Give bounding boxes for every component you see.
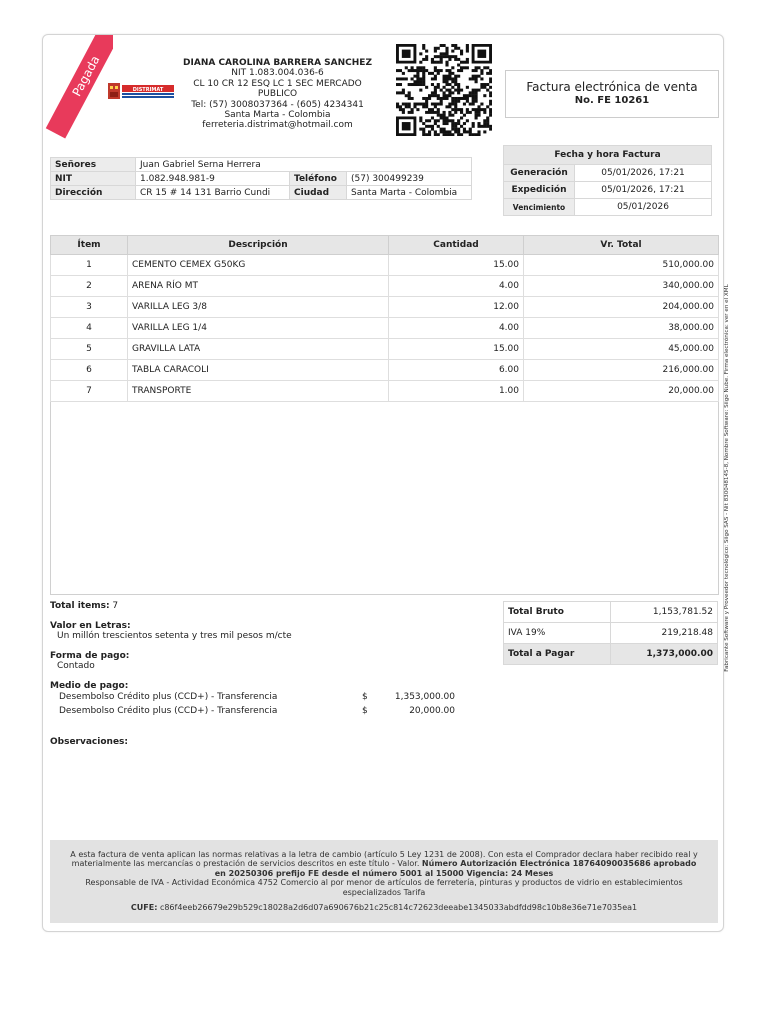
- payment-amount: 20,000.00: [409, 706, 455, 716]
- item-number: 6: [51, 360, 128, 381]
- item-description: TRANSPORTE: [128, 381, 389, 402]
- items-table: [50, 235, 719, 402]
- item-qty: 15.00: [389, 339, 524, 360]
- item-qty: 4.00: [389, 318, 524, 339]
- letters-value: Un millón trescientos setenta y tres mil pesos m/cte: [57, 631, 292, 641]
- legal-text: A esta factura de venta aplican las normas relativas a la letra de cambio (artículo 5 Ley 1231 de 2008). Con esta el Comprador declara haber recibido real y materialmente las mercancías o prestación de servicios descritos en este título - Valor.: [70, 850, 698, 869]
- total-items-value: 7: [112, 601, 119, 611]
- item-qty: 12.00: [389, 297, 524, 318]
- item-qty: 1.00: [389, 381, 524, 402]
- issue-label: Expedición: [504, 182, 575, 199]
- paid-ribbon-label: Pagada: [46, 35, 113, 139]
- col-item: Ítem: [51, 236, 128, 255]
- issuer-name: DIANA CAROLINA BARRERA SANCHEZ: [183, 58, 372, 68]
- activity-text: Responsable de IVA - Actividad Económica 4752 Comercio al por menor de artículos de ferretería, pinturas y productos de vidrio en establecimientos especializados Tarifa: [85, 878, 683, 897]
- payment-currency: $: [362, 706, 368, 716]
- item-total: 510,000.00: [524, 255, 719, 276]
- client-city-label: Ciudad: [290, 186, 347, 200]
- item-total: 45,000.00: [524, 339, 719, 360]
- client-table: [50, 157, 472, 200]
- payment-amount: 1,353,000.00: [394, 692, 455, 702]
- table-row: [51, 318, 719, 339]
- table-row: [51, 360, 719, 381]
- svg-text:DISTRIMAT: DISTRIMAT: [132, 87, 164, 93]
- observations-label: Observaciones:: [50, 737, 129, 747]
- client-nit-label: NIT: [51, 172, 136, 186]
- item-total: 340,000.00: [524, 276, 719, 297]
- total-items-line: [50, 601, 118, 611]
- payment-form-value: Contado: [57, 661, 95, 671]
- col-total: Vr. Total: [524, 236, 719, 255]
- legal-footer: [50, 840, 718, 923]
- item-total: 216,000.00: [524, 360, 719, 381]
- generation-label: Generación: [504, 165, 575, 182]
- table-row: [51, 381, 719, 402]
- qr-code: [396, 44, 492, 136]
- total-pay-value: 1,373,000.00: [611, 644, 718, 665]
- item-number: 5: [51, 339, 128, 360]
- col-qty: Cantidad: [389, 236, 524, 255]
- item-number: 1: [51, 255, 128, 276]
- col-description: Descripción: [128, 236, 389, 255]
- invoice-type: Factura electrónica de venta: [526, 80, 698, 94]
- payment-method-label: Medio de pago:: [50, 681, 129, 691]
- item-number: 2: [51, 276, 128, 297]
- gross-value: 1,153,781.52: [611, 602, 718, 623]
- generation-date: 05/01/2026, 17:21: [575, 165, 712, 182]
- item-description: CEMENTO CEMEX G50KG: [128, 255, 389, 276]
- dates-table: [503, 145, 712, 216]
- company-logo: [108, 82, 174, 100]
- issuer-block: [175, 58, 380, 131]
- invoice-number: No. FE 10261: [574, 95, 650, 106]
- item-number: 7: [51, 381, 128, 402]
- totals-table: [503, 601, 718, 665]
- issuer-nit: NIT 1.083.004.036-6: [231, 68, 324, 79]
- table-row: [51, 276, 719, 297]
- iva-label: IVA 19%: [504, 623, 611, 644]
- client-city: Santa Marta - Colombia: [347, 186, 472, 200]
- item-description: ARENA RÍO MT: [128, 276, 389, 297]
- item-qty: 15.00: [389, 255, 524, 276]
- cufe-value: c86f4eeb26679e29b529c18028a2d6d07a690676b21c25c814c72623deeabe1345033abdfdd98c10b8e36e71e7035ea1: [159, 903, 638, 913]
- item-description: VARILLA LEG 3/8: [128, 297, 389, 318]
- client-phone-label: Teléfono: [290, 172, 347, 186]
- item-total: 204,000.00: [524, 297, 719, 318]
- payment-description: Desembolso Crédito plus (CCD+) - Transferencia: [59, 692, 278, 702]
- iva-value: 219,218.48: [611, 623, 718, 644]
- payment-currency: $: [362, 692, 368, 702]
- table-row: [51, 297, 719, 318]
- item-description: GRAVILLA LATA: [128, 339, 389, 360]
- issuer-address: CL 10 CR 12 ESQ LC 1 SEC MERCADO PUBLICO: [193, 78, 362, 100]
- client-nit: 1.082.948.981-9: [136, 172, 290, 186]
- cufe-line: [66, 903, 702, 912]
- issuer-city: Santa Marta - Colombia: [224, 110, 331, 121]
- item-number: 3: [51, 297, 128, 318]
- item-description: VARILLA LEG 1/4: [128, 318, 389, 339]
- item-total: 20,000.00: [524, 381, 719, 402]
- payment-form-label: Forma de pago:: [50, 651, 130, 661]
- payment-description: Desembolso Crédito plus (CCD+) - Transferencia: [59, 706, 278, 716]
- table-row: [51, 255, 719, 276]
- due-label: Vencimiento: [504, 199, 575, 216]
- total-items-label: Total items:: [50, 601, 110, 611]
- cufe-label: CUFE:: [130, 903, 158, 913]
- item-qty: 6.00: [389, 360, 524, 381]
- gross-label: Total Bruto: [504, 602, 611, 623]
- letters-label: Valor en Letras:: [50, 621, 131, 631]
- issuer-phone: Tel: (57) 3008037364 - (605) 4234341: [191, 99, 364, 110]
- authorization-text: Número Autorización Electrónica 18764090035686 aprobado en 20250306 prefijo FE desde el número 5001 al 15000 Vigencia: 24 Meses: [214, 859, 697, 878]
- issuer-email: ferreteria.distrimat@hotmail.com: [202, 120, 353, 131]
- item-description: TABLA CARACOLI: [128, 360, 389, 381]
- total-pay-label: Total a Pagar: [504, 644, 611, 665]
- client-phone: (57) 300499239: [347, 172, 472, 186]
- item-total: 38,000.00: [524, 318, 719, 339]
- table-row: [51, 339, 719, 360]
- paid-ribbon: [43, 35, 113, 145]
- client-address: CR 15 # 14 131 Barrio Cundi: [136, 186, 290, 200]
- client-name-label: Señores: [51, 158, 136, 172]
- software-provider-note: [722, 280, 732, 680]
- software-provider-text: Fabricante Software y Proveedor tecnológico: Siigo SAS - Nit 830048145-8, Nombre Software: Siigo Nube. Firma electrónica: ver en el XML: [724, 284, 730, 672]
- client-name: Juan Gabriel Serna Herrera: [136, 158, 472, 172]
- due-date: 05/01/2026: [575, 199, 712, 216]
- dates-header: Fecha y hora Factura: [504, 146, 712, 165]
- invoice-title-box: [505, 70, 719, 118]
- client-address-label: Dirección: [51, 186, 136, 200]
- item-qty: 4.00: [389, 276, 524, 297]
- item-number: 4: [51, 318, 128, 339]
- issue-date: 05/01/2026, 17:21: [575, 182, 712, 199]
